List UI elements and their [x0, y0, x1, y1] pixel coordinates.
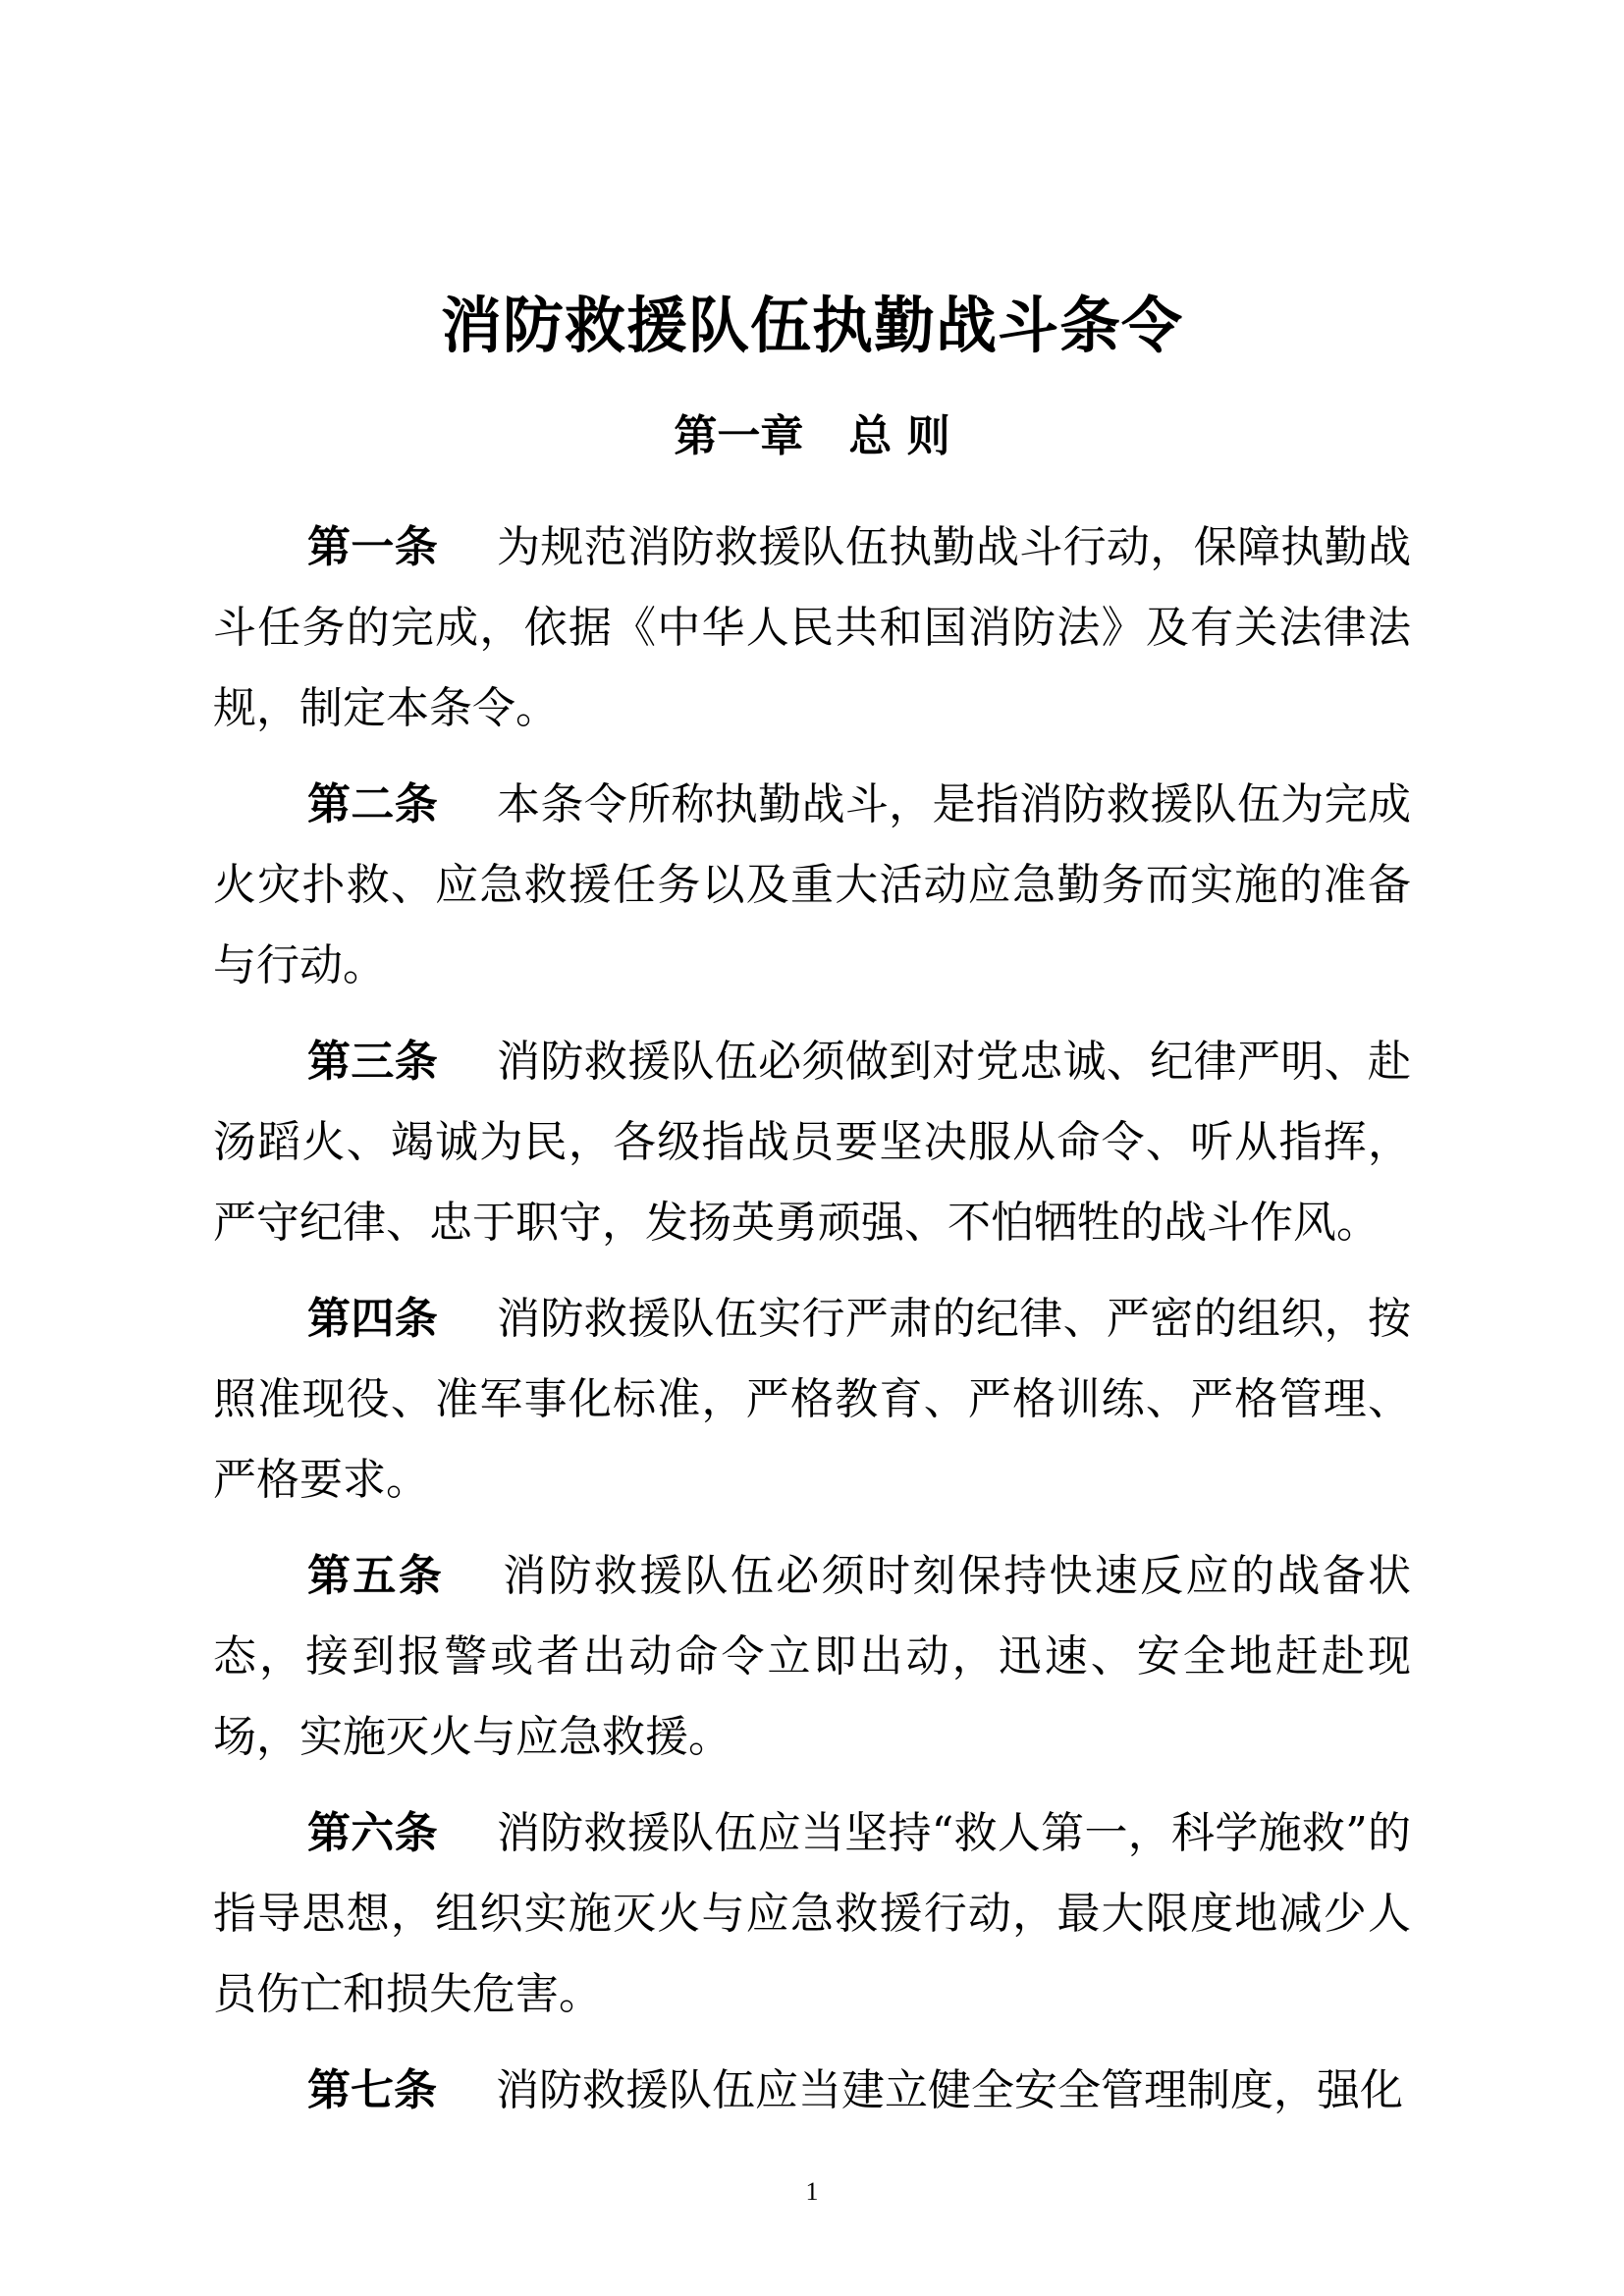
article-text: 消防救援队伍必须时刻保持快速反应的战备状态，接到报警或者出动命令立即出动，迅速、安全地赶赴现场，实施灭火与应急救援。: [213, 1551, 1412, 1762]
article-number: 第七条: [307, 2065, 437, 2115]
article-number: 第五条: [307, 1551, 445, 1601]
article-6: [213, 1793, 1411, 2035]
article-5: [213, 1536, 1411, 1778]
document-title: 消防救援队伍执勤战斗条令: [440, 290, 1183, 361]
article-number: 第六条: [307, 1808, 438, 1858]
page-number: 1: [805, 2177, 819, 2206]
article-4: [213, 1279, 1411, 1521]
article-list: [213, 507, 1411, 2147]
article-number: 第一条: [307, 522, 439, 572]
chapter-heading: 第一章 总 则: [674, 411, 950, 461]
article-number: 第二条: [307, 779, 439, 829]
article-text: 为规范消防救援队伍执勤战斗行动，保障执勤战斗任务的完成，依据《中华人民共和国消防法》及有关法律法规，制定本条令。: [213, 522, 1412, 733]
article-7: [213, 2051, 1411, 2131]
article-2: [213, 765, 1411, 1006]
article-text: 消防救援队伍实行严肃的纪律、严密的组织，按照准现役、准军事化标准，严格教育、严格训练、严格管理、严格要求。: [213, 1294, 1412, 1505]
article-3: [213, 1022, 1411, 1263]
article-text: 消防救援队伍应当坚持“救人第一，科学施救”的指导思想，组织实施灭火与应急救援行动，最大限度地减少人员伤亡和损失危害。: [213, 1808, 1411, 2019]
article-text: 本条令所称执勤战斗，是指消防救援队伍为完成火灾扑救、应急救援任务以及重大活动应急勤务而实施的准备与行动。: [213, 779, 1412, 990]
article-text: 消防救援队伍应当建立健全安全管理制度，强化: [496, 2065, 1403, 2115]
article-text: 消防救援队伍必须做到对党忠诚、纪律严明、赴汤蹈火、竭诚为民，各级指战员要坚决服从命令、听从指挥，严守纪律、忠于职守，发扬英勇顽强、不怕牺牲的战斗作风。: [213, 1037, 1412, 1248]
article-number: 第四条: [307, 1294, 439, 1344]
article-number: 第三条: [307, 1037, 439, 1087]
article-1: [213, 507, 1411, 749]
